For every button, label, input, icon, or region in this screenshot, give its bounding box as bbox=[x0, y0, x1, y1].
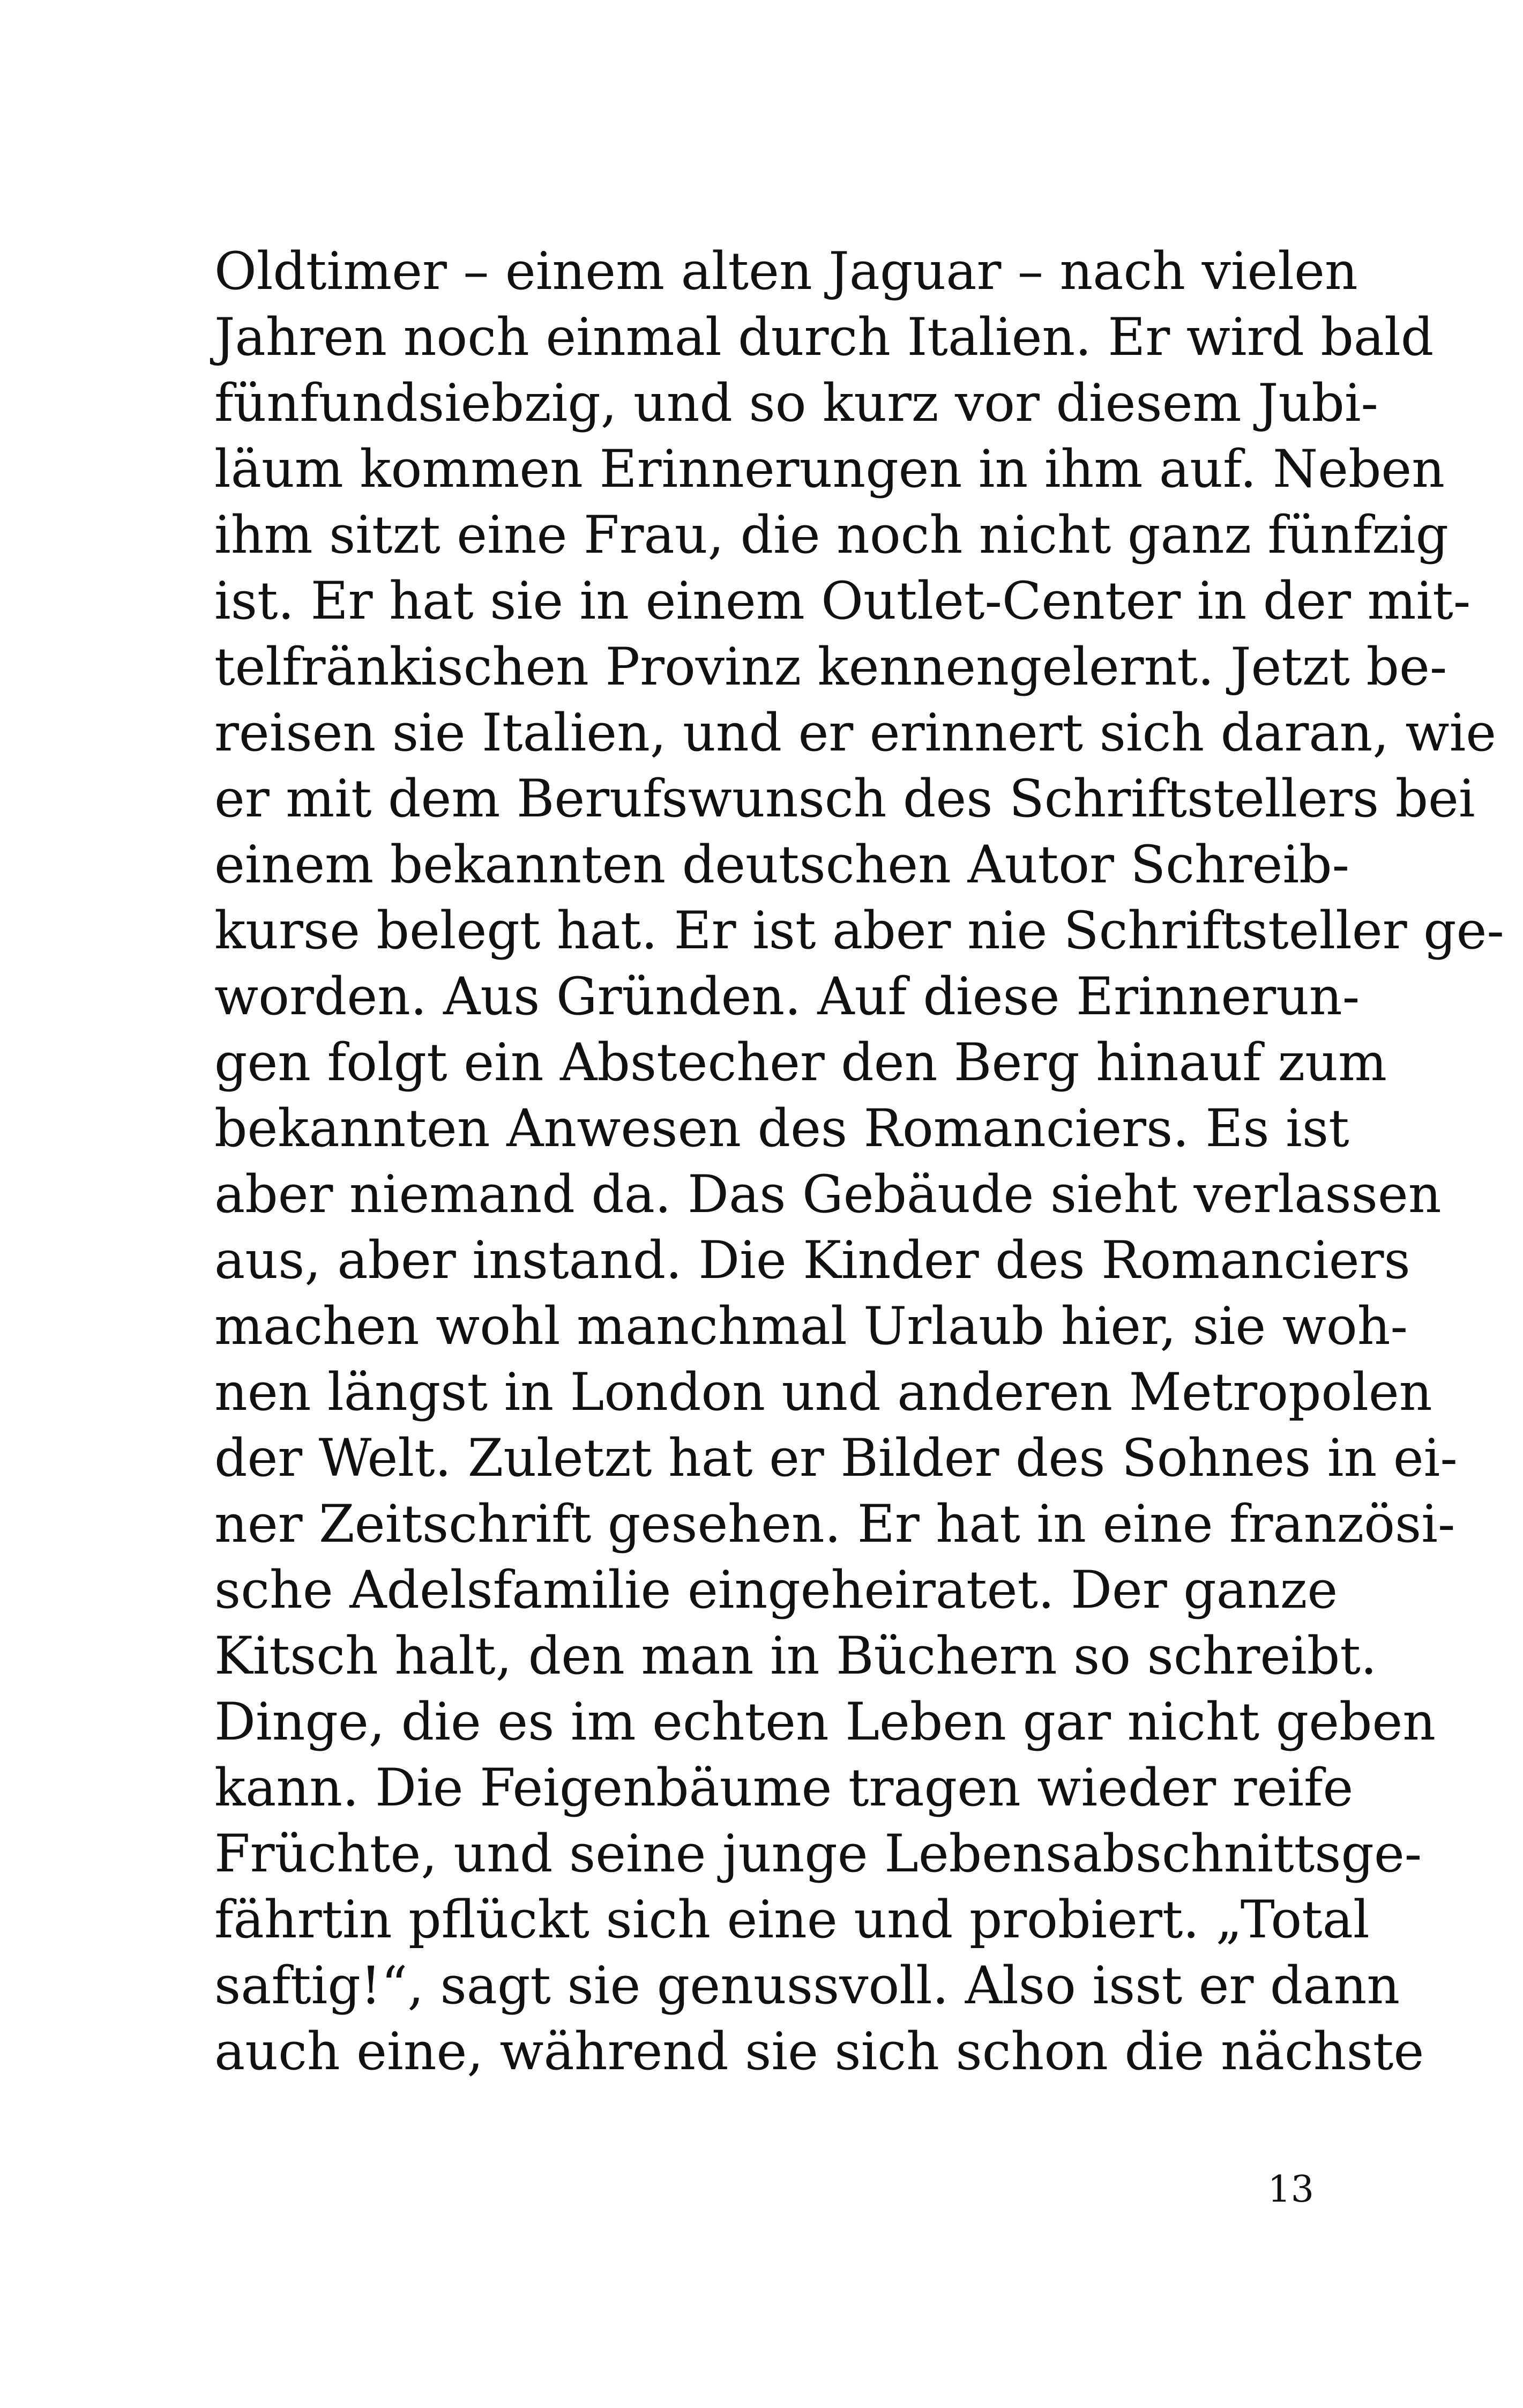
text-line: gen folgt ein Abstecher den Berg hinauf zum bbox=[214, 1032, 1387, 1092]
text-line: Jahren noch einmal durch Italien. Er wird bald bbox=[214, 307, 1434, 367]
text-line: fünfundsiebzig, und so kurz vor diesem Jubi- bbox=[214, 373, 1378, 433]
text-line: worden. Aus Gründen. Auf diese Erinnerun- bbox=[214, 967, 1360, 1027]
text-line: der Welt. Zuletzt hat er Bilder des Sohnes in ei- bbox=[214, 1428, 1458, 1488]
body-text bbox=[214, 239, 1504, 2085]
text-line: Früchte, und seine junge Lebensabschnittsge- bbox=[214, 1824, 1422, 1884]
text-line: nen längst in London und anderen Metropolen bbox=[214, 1362, 1432, 1422]
text-line: machen wohl manchmal Urlaub hier, sie woh- bbox=[214, 1296, 1408, 1356]
text-line: saftig!“, sagt sie genussvoll. Also isst er dann bbox=[214, 1956, 1400, 2016]
text-line: Dinge, die es im echten Leben gar nicht geben bbox=[214, 1692, 1436, 1752]
text-line: Oldtimer – einem alten Jaguar – nach vielen bbox=[214, 241, 1358, 301]
text-line: läum kommen Erinnerungen in ihm auf. Neben bbox=[214, 439, 1445, 499]
text-line: er mit dem Berufswunsch des Schriftstellers bei bbox=[214, 769, 1475, 829]
page-number: 13 bbox=[1267, 2168, 1314, 2211]
text-line: reisen sie Italien, und er erinnert sich daran, wie bbox=[214, 703, 1497, 763]
text-line: sche Adelsfamilie eingeheiratet. Der ganze bbox=[214, 1560, 1338, 1620]
text-line: einem bekannten deutschen Autor Schreib- bbox=[214, 835, 1350, 895]
text-line: telfränkischen Provinz kennengelernt. Jetzt be- bbox=[214, 637, 1447, 697]
text-line: auch eine, während sie sich schon die nächste bbox=[214, 2021, 1424, 2082]
text-line: ner Zeitschrift gesehen. Er hat in eine französi- bbox=[214, 1494, 1455, 1554]
text-line: Kitsch halt, den man in Büchern so schreibt. bbox=[214, 1626, 1377, 1686]
text-line: aus, aber instand. Die Kinder des Romanciers bbox=[214, 1230, 1410, 1290]
text-line: kann. Die Feigenbäume tragen wieder reife bbox=[214, 1758, 1354, 1818]
text-line: ihm sitzt eine Frau, die noch nicht ganz fünfzig bbox=[214, 505, 1449, 565]
text-line: fährtin pflückt sich eine und probiert. „Total bbox=[214, 1890, 1370, 1950]
text-line: kurse belegt hat. Er ist aber nie Schriftsteller ge- bbox=[214, 901, 1504, 961]
text-line: aber niemand da. Das Gebäude sieht verlassen bbox=[214, 1164, 1442, 1224]
text-line: bekannten Anwesen des Romanciers. Es ist bbox=[214, 1098, 1349, 1158]
text-line: ist. Er hat sie in einem Outlet-Center in der mit- bbox=[214, 571, 1471, 631]
